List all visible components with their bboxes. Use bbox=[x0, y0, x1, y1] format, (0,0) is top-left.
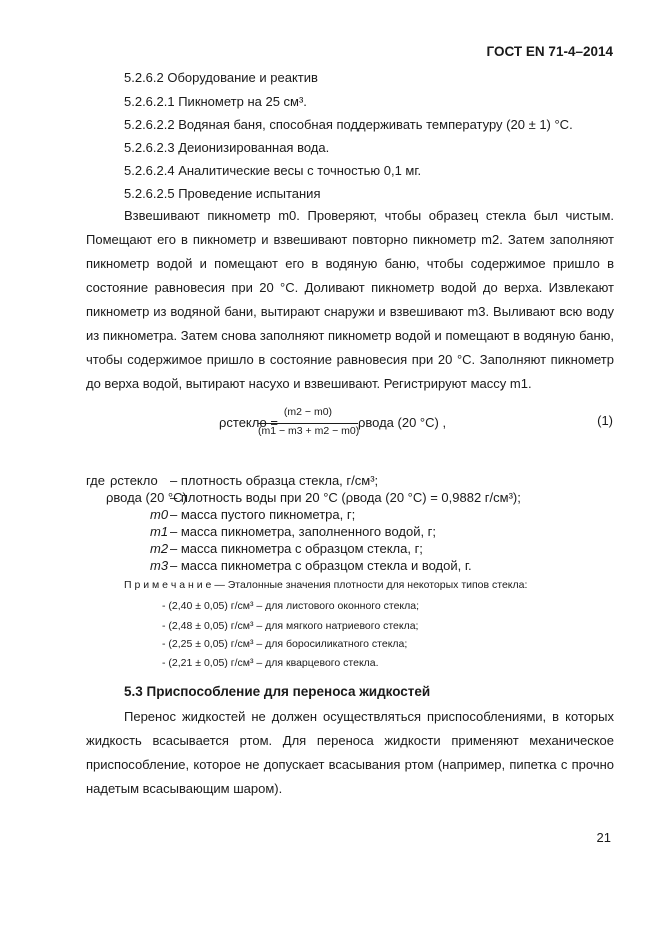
where-lead: где bbox=[86, 473, 105, 488]
definition-rho-glass: – плотность образца стекла, г/см³; bbox=[170, 473, 379, 488]
procedure-paragraph bbox=[86, 204, 614, 396]
formula-rhs: ρвода (20 °С) , bbox=[358, 415, 447, 430]
symbol-rho-water: ρвода (20 °С) bbox=[106, 490, 187, 505]
formula-numerator: (m2 − m0) bbox=[283, 406, 333, 418]
definition-m2: – масса пикнометра с образцом стекла, г; bbox=[170, 541, 423, 556]
subsection-procedure: 5.2.6.2.5 Проведение испытания bbox=[124, 186, 321, 201]
page-number: 21 bbox=[596, 830, 611, 845]
procedure-text: Взвешивают пикнометр m0. Проверяют, чтобы образец стекла был чистым. Помещают его в пикнометр и взвешивают повторно пикнометр m2. Затем заполняют пикнометр водой и помещают его в водяную баню, чтобы содержимое пришло в состояние равновесия при 20 °С. Доливают пикнометр водой до верха. Извлекают пикнометр из водяной бани, вытирают снаружи и взвешивают m3. Выливают всю воду из пикнометра. Затем снова заполняют пикнометр водой и помещают в водяную баню, чтобы содержимое пришло в состояние равновесия при 20 °С. Заполняют пикнометр до верха водой, вытирают насухо и взвешивают. Регистрируют массу m1. bbox=[86, 208, 614, 391]
note-item: - (2,40 ± 0,05) г/см³ – для листового оконного стекла; bbox=[162, 600, 420, 612]
subsection-pycnometer: 5.2.6.2.1 Пикнометр на 25 см³. bbox=[124, 94, 307, 109]
symbol-m1: m1 bbox=[150, 524, 169, 539]
symbol-m2: m2 bbox=[150, 541, 169, 556]
subsection-balance: 5.2.6.2.4 Аналитические весы с точностью 0,1 мг. bbox=[124, 163, 422, 178]
symbol-m3: m3 bbox=[150, 558, 169, 573]
definition-rho-water: – плотность воды при 20 °С (ρвода (20 °С) = 0,9882 г/см³); bbox=[170, 490, 521, 505]
subsection-water-bath: 5.2.6.2.2 Водяная баня, способная поддерживать температуру (20 ± 1) °С. bbox=[124, 117, 573, 132]
document-code: ГОСТ EN 71-4–2014 bbox=[486, 44, 613, 59]
note-intro: — Эталонные значения плотности для некоторых типов стекла: bbox=[214, 579, 528, 591]
symbol-m0: m0 bbox=[150, 507, 169, 522]
section-5-3-text: Перенос жидкостей не должен осуществляться приспособлениями, в которых жидкость всасывается ртом. Для переноса жидкости применяют механическое приспособление, которое не допускает всасывания ртом (например, пипетка с прочно надетым всасывающим шаром). bbox=[86, 709, 614, 796]
note-item: - (2,25 ± 0,05) г/см³ – для боросиликатного стекла; bbox=[162, 638, 408, 650]
density-formula bbox=[0, 406, 661, 440]
symbol-rho-glass: ρстекло bbox=[110, 473, 158, 488]
note-item: - (2,48 ± 0,05) г/см³ – для мягкого натриевого стекла; bbox=[162, 620, 419, 632]
note-heading bbox=[124, 579, 527, 591]
note-item: - (2,21 ± 0,05) г/см³ – для кварцевого стекла. bbox=[162, 657, 379, 669]
fraction-bar bbox=[258, 423, 358, 424]
equation-number: (1) bbox=[597, 413, 613, 428]
subsection-deionized-water: 5.2.6.2.3 Деионизированная вода. bbox=[124, 140, 330, 155]
subsection-equipment: 5.2.6.2 Оборудование и реактив bbox=[124, 70, 318, 85]
formula-lhs: ρстекло = bbox=[219, 415, 278, 430]
definition-m3: – масса пикнометра с образцом стекла и водой, г. bbox=[170, 558, 472, 573]
definition-m0: – масса пустого пикнометра, г; bbox=[170, 507, 356, 522]
formula-denominator: (m1 − m3 + m2 − m0) bbox=[258, 425, 360, 437]
note-label: П р и м е ч а н и е bbox=[124, 579, 212, 591]
section-5-3-paragraph bbox=[86, 705, 614, 801]
definition-m1: – масса пикнометра, заполненного водой, г; bbox=[170, 524, 437, 539]
section-5-3-title: 5.3 Приспособление для переноса жидкостей bbox=[124, 684, 431, 699]
